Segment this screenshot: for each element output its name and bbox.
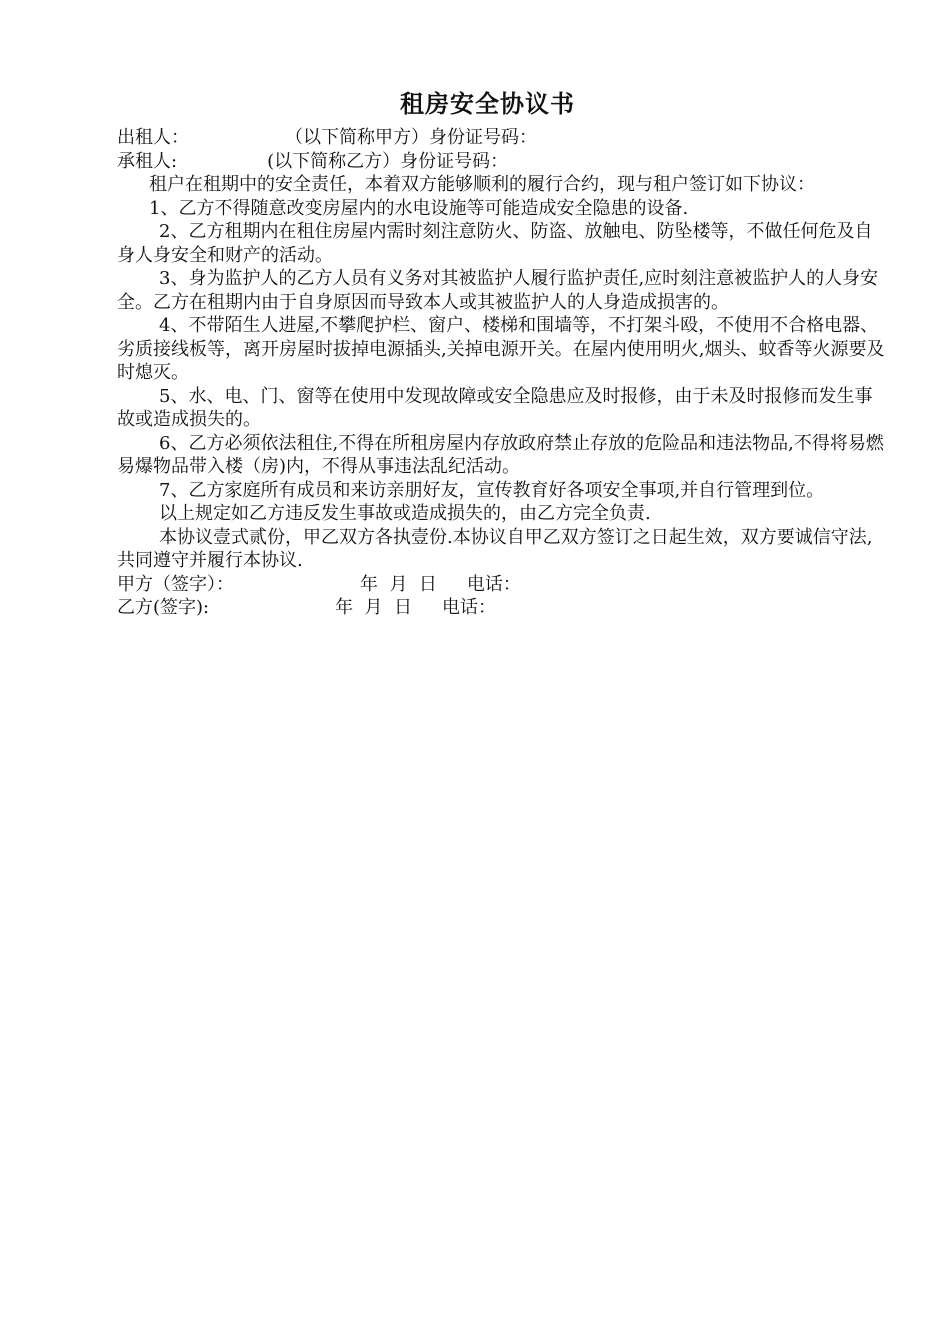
clause-4: 4、不带陌生人进屋,不攀爬护栏、窗户、楼梯和围墙等，不打架斗殴，不使用不合格电器、劣质接线板等，离开房屋时拔掉电源插头,关掉电源开关。在屋内使用明火,烟头、蚊香等火源要及时熄灭。 [117, 315, 885, 383]
party-b-sign-label: 乙方(签字): [117, 597, 210, 618]
party-a-phone: 电话： [466, 573, 521, 595]
party-a-date: 年 月 日 [360, 573, 437, 595]
clause-3: 3、身为监护人的乙方人员有义务对其被监护人履行监护责任,应时刻注意被监护人的人身安全。乙方在租期内由于自身原因而导致本人或其被监护人的人身造成损害的。 [117, 268, 879, 313]
copies-paragraph: 本协议壹式贰份，甲乙双方各执壹份.本协议自甲乙双方签订之日起生效，双方要诚信守法,共同遵守并履行本协议. [117, 526, 873, 571]
document-title: 租房安全协议书 [400, 89, 575, 118]
liability-paragraph: 以上规定如乙方违反发生事故或造成损失的，由乙方完全负责. [159, 503, 651, 524]
landlord-line [117, 126, 887, 150]
intro-paragraph: 租户在租期中的安全责任，本着双方能够顺利的履行合约，现与租户签订如下协议： [149, 174, 815, 195]
party-a-sign-label: 甲方（签字）： [117, 573, 234, 595]
clause-2: 2、乙方租期内在租住房屋内需时刻注意防火、防盗、放触电、防坠楼等，不做任何危及自身人身安全和财产的活动。 [117, 221, 873, 266]
landlord-note: （以下简称甲方）身份证号码： [285, 127, 537, 148]
landlord-label: 出租人： [117, 127, 189, 148]
clause-1: 1、乙方不得随意改变房屋内的水电设施等可能造成安全隐患的设备. [149, 197, 689, 219]
clause-7: 7、乙方家庭所有成员和来访亲朋好友，宣传教育好各项安全事项,并自行管理到位。 [159, 479, 825, 501]
party-b-signature-line [117, 596, 887, 620]
clause-5: 5、水、电、门、窗等在使用中发现故障或安全隐患应及时报修，由于未及时报修而发生事故或造成损失的。 [117, 385, 873, 430]
tenant-label: 承租人: [117, 150, 178, 172]
party-b-phone: 电话： [442, 597, 496, 618]
party-a-signature-line [117, 573, 887, 597]
tenant-line [117, 150, 887, 174]
document-body [117, 126, 887, 620]
party-b-date: 年 月 日 [335, 597, 412, 618]
tenant-note: (以下简称乙方）身份证号码： [267, 150, 509, 172]
clause-6: 6、乙方必须依法租住,不得在所租房屋内存放政府禁止存放的危险品和违法物品,不得将易燃易爆物品带入楼（房)内，不得从事违法乱纪活动。 [117, 432, 884, 477]
